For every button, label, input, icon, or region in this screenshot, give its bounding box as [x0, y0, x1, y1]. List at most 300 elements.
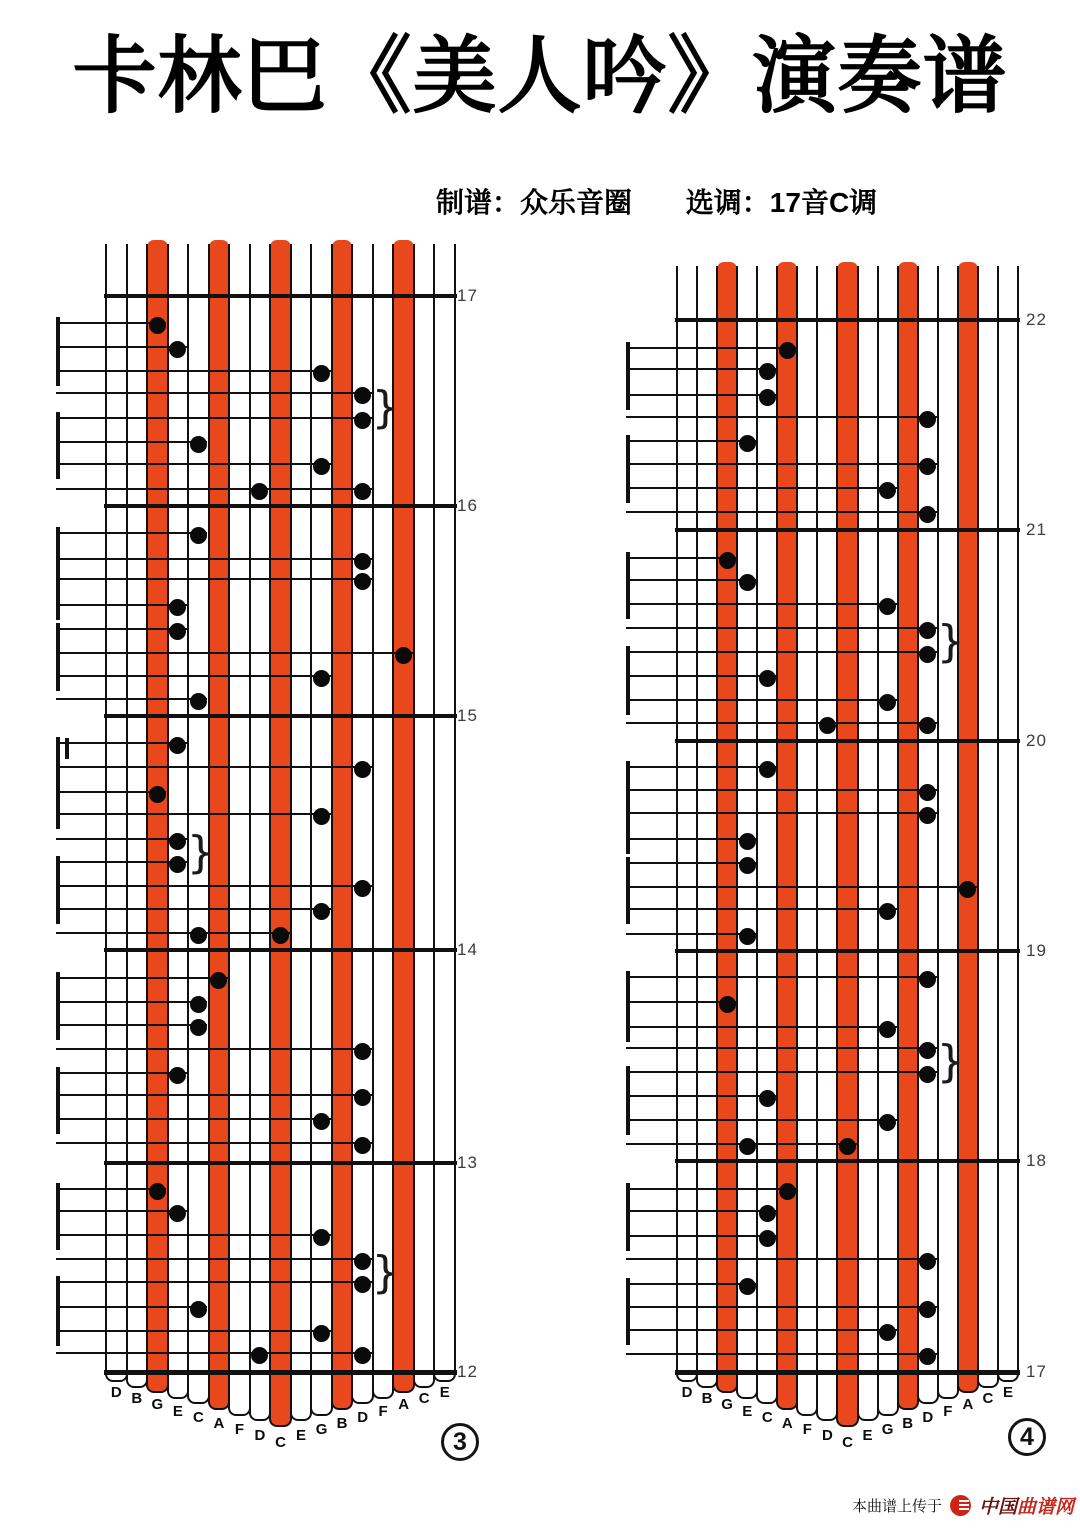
measure-number: 16	[457, 496, 478, 515]
note-label: A	[962, 1396, 974, 1413]
measure-line	[675, 1159, 1020, 1163]
tine-tip	[977, 1374, 999, 1388]
note-dot	[739, 833, 756, 850]
note-dot	[919, 458, 936, 475]
beat-line	[56, 1001, 207, 1003]
beat-line	[56, 392, 372, 394]
beat-line	[56, 1048, 372, 1050]
tine-bar-orange	[332, 240, 353, 1374]
note-dot	[839, 1138, 856, 1155]
tine-tip	[877, 1374, 899, 1416]
measure-number: 18	[1026, 1151, 1047, 1170]
beat-line	[56, 532, 207, 534]
note-dot	[354, 412, 371, 429]
measure-number: 21	[1026, 520, 1047, 539]
note-dot	[739, 1278, 756, 1295]
note-dot	[919, 1301, 936, 1318]
tine-tip	[857, 1374, 879, 1421]
beat-line	[56, 417, 372, 419]
slur-mark: }	[936, 1036, 965, 1087]
beat-line	[626, 976, 937, 978]
tine-tip	[917, 1374, 939, 1404]
note-label: A	[213, 1415, 225, 1432]
note-dot	[919, 506, 936, 523]
footer-brand	[979, 1492, 1074, 1519]
tine-tip	[187, 1374, 210, 1404]
note-dot	[354, 1347, 371, 1364]
tine-line	[816, 266, 818, 1374]
note-label: F	[234, 1421, 245, 1438]
beam-bracket	[56, 317, 60, 386]
subtitle-notator: 制谱：众乐音圈	[436, 187, 633, 218]
tine-line	[937, 266, 939, 1374]
note-dot	[169, 856, 186, 873]
tine-line	[228, 244, 230, 1374]
beam-bracket	[626, 552, 630, 619]
tine-tip	[351, 1374, 374, 1404]
beat-line	[56, 488, 372, 490]
tine-tip	[676, 1374, 698, 1382]
note-dot	[354, 761, 371, 778]
measure-number: 22	[1026, 310, 1047, 329]
note-dot	[354, 573, 371, 590]
note-label: B	[902, 1415, 914, 1432]
page-title: 卡林巴《美人吟》演奏谱	[72, 27, 1008, 125]
note-dot	[879, 482, 896, 499]
beam-bracket	[626, 646, 630, 715]
beat-line	[626, 1235, 776, 1237]
note-dot	[169, 833, 186, 850]
measure-line	[675, 739, 1020, 743]
tine-tip-orange	[957, 1374, 979, 1393]
beat-line	[626, 766, 776, 768]
beat-line	[56, 441, 207, 443]
note-dot	[879, 903, 896, 920]
note-dot	[190, 927, 207, 944]
note-label: E	[439, 1384, 450, 1401]
beam-bracket	[56, 1183, 60, 1250]
tine-line	[146, 244, 148, 1374]
measure-line	[104, 1161, 457, 1165]
note-dot	[190, 1019, 207, 1036]
beat-line	[56, 1142, 372, 1144]
note-dot	[879, 694, 896, 711]
note-dot	[739, 857, 756, 874]
beat-line	[626, 722, 937, 724]
tine-tip	[997, 1374, 1019, 1382]
beat-line	[56, 578, 372, 580]
note-dot	[313, 808, 330, 825]
tine-line	[167, 244, 169, 1374]
tine-tip	[756, 1374, 778, 1404]
note-dot	[354, 1043, 371, 1060]
tine-line	[413, 244, 415, 1374]
note-dot	[313, 903, 330, 920]
tine-line	[676, 266, 678, 1374]
note-dot	[354, 1137, 371, 1154]
note-label: A	[398, 1396, 410, 1413]
note-dot	[759, 1205, 776, 1222]
note-label: C	[192, 1409, 204, 1426]
beat-line	[626, 886, 977, 888]
double-bar	[65, 738, 69, 759]
note-dot	[719, 996, 736, 1013]
note-dot	[354, 1276, 371, 1293]
note-dot	[879, 1324, 896, 1341]
tine-tip	[696, 1374, 718, 1388]
tine-line	[269, 244, 271, 1374]
tine-line	[1017, 266, 1019, 1374]
beat-line	[626, 1258, 937, 1260]
note-label: C	[842, 1434, 853, 1451]
note-label: C	[761, 1409, 773, 1426]
tine-bar-orange	[209, 240, 230, 1374]
tine-line	[454, 244, 456, 1374]
note-label: G	[315, 1421, 328, 1438]
beat-line	[626, 368, 776, 370]
beat-line	[626, 627, 937, 629]
beam-bracket	[56, 737, 60, 829]
note-label: F	[943, 1403, 953, 1420]
beam-bracket	[626, 342, 630, 410]
note-label: C	[418, 1390, 430, 1407]
measure-line	[104, 504, 457, 508]
note-dot	[354, 387, 371, 404]
beat-line	[56, 1281, 372, 1283]
note-dot	[759, 670, 776, 687]
beat-line	[56, 932, 290, 934]
beam-bracket	[56, 527, 60, 620]
beat-line	[626, 675, 776, 677]
note-label: A	[781, 1415, 793, 1432]
beam-bracket	[56, 972, 60, 1040]
beat-line	[56, 698, 207, 700]
tine-line	[836, 266, 838, 1374]
note-dot	[354, 1253, 371, 1270]
note-label: B	[336, 1415, 348, 1432]
tine-line	[310, 244, 312, 1374]
footer	[852, 1492, 1074, 1519]
note-dot	[879, 1114, 896, 1131]
beat-line	[626, 1210, 776, 1212]
beam-bracket	[56, 412, 60, 479]
note-label: D	[681, 1384, 693, 1401]
tine-tip	[413, 1374, 436, 1388]
tine-tip	[126, 1374, 149, 1388]
tine-line	[290, 244, 292, 1374]
measure-line	[104, 294, 457, 298]
tine-line	[877, 266, 879, 1374]
brand-text-dark: 中国	[978, 1497, 1017, 1518]
note-dot	[190, 1301, 207, 1318]
note-dot	[190, 996, 207, 1013]
note-dot	[919, 646, 936, 663]
note-dot	[313, 1325, 330, 1342]
beat-line	[626, 1095, 776, 1097]
tine-tip-orange	[776, 1374, 798, 1410]
beam-bracket	[56, 623, 60, 691]
tine-line	[105, 244, 107, 1374]
tine-tip	[433, 1374, 456, 1382]
beat-line	[56, 1094, 372, 1096]
beam-bracket	[626, 761, 630, 854]
tine-bar-orange	[837, 262, 857, 1374]
note-dot	[354, 553, 371, 570]
note-dot	[313, 458, 330, 475]
measure-number: 20	[1026, 731, 1047, 750]
beat-line	[56, 1258, 372, 1260]
tine-line	[433, 244, 435, 1374]
note-dot	[313, 365, 330, 382]
note-dot	[190, 693, 207, 710]
note-dot	[169, 1067, 186, 1084]
tine-line	[796, 266, 798, 1374]
beat-line	[56, 558, 372, 560]
measure-number: 17	[1026, 1362, 1047, 1381]
measure-number: 15	[457, 706, 478, 725]
beat-line	[626, 463, 937, 465]
tine-line	[208, 244, 210, 1374]
measure-number: 19	[1026, 941, 1047, 960]
note-dot	[879, 1021, 896, 1038]
note-label: D	[922, 1409, 934, 1426]
beat-line	[626, 1047, 937, 1049]
tine-line	[716, 266, 718, 1374]
note-dot	[190, 527, 207, 544]
note-label: D	[357, 1409, 369, 1426]
tine-bar-orange	[777, 262, 797, 1374]
beam-bracket	[626, 971, 630, 1042]
tine-line	[331, 244, 333, 1374]
beam-bracket	[626, 435, 630, 503]
note-label: F	[378, 1403, 388, 1420]
note-dot	[759, 363, 776, 380]
note-label: G	[151, 1396, 164, 1413]
tine-line	[126, 244, 128, 1374]
tine-tip	[736, 1374, 758, 1399]
note-label: D	[822, 1427, 833, 1444]
tine-bar-orange	[717, 262, 737, 1374]
beat-line	[626, 812, 937, 814]
beam-bracket	[56, 856, 60, 924]
slur-mark: }	[371, 381, 400, 433]
note-label: D	[254, 1427, 266, 1444]
tine-tip	[310, 1374, 333, 1416]
tine-line	[776, 266, 778, 1374]
note-dot	[919, 717, 936, 734]
beat-line	[626, 1306, 937, 1308]
measure-line	[675, 949, 1020, 953]
note-dot	[739, 574, 756, 591]
tine-line	[351, 244, 353, 1374]
note-dot	[879, 598, 896, 615]
beat-line	[626, 394, 776, 396]
tine-tip-orange	[331, 1374, 354, 1410]
tine-tip	[105, 1374, 128, 1382]
note-label: F	[802, 1421, 812, 1438]
note-dot	[354, 880, 371, 897]
beam-bracket	[626, 1278, 630, 1345]
note-label: C	[982, 1390, 994, 1407]
note-dot	[759, 389, 776, 406]
note-dot	[759, 1090, 776, 1107]
note-dot	[919, 971, 936, 988]
beam-bracket	[56, 1067, 60, 1134]
note-label: E	[172, 1403, 183, 1420]
tine-tip-orange	[836, 1374, 858, 1427]
beam-bracket	[626, 857, 630, 924]
slur-mark: }	[186, 826, 215, 878]
note-dot	[169, 341, 186, 358]
tine-tip	[290, 1374, 313, 1421]
measure-line	[675, 318, 1020, 322]
note-label: C	[275, 1434, 286, 1451]
page-number-circle: 4	[1008, 1418, 1046, 1456]
note-dot	[272, 927, 289, 944]
tine-line	[249, 244, 251, 1374]
measure-number: 14	[457, 940, 478, 959]
note-label: E	[862, 1427, 873, 1444]
note-dot	[919, 1042, 936, 1059]
note-label: G	[881, 1421, 894, 1438]
beat-line	[56, 1024, 207, 1026]
note-label: D	[110, 1384, 122, 1401]
note-dot	[313, 1113, 330, 1130]
tine-line	[977, 266, 979, 1374]
note-label: E	[296, 1427, 307, 1444]
tine-tip-orange	[392, 1374, 415, 1393]
beam-bracket	[626, 1183, 630, 1251]
tine-line	[857, 266, 859, 1374]
tine-line	[736, 266, 738, 1374]
footer-upload-text: 本曲谱上传于	[851, 1498, 942, 1515]
tine-line	[756, 266, 758, 1374]
beat-line	[626, 347, 796, 349]
subtitle-key: 选调：17音C调	[685, 187, 878, 218]
note-dot	[169, 1205, 186, 1222]
measure-line	[104, 1370, 457, 1375]
note-dot	[719, 552, 736, 569]
note-dot	[313, 670, 330, 687]
tine-tip	[816, 1374, 838, 1421]
note-dot	[819, 717, 836, 734]
note-dot	[779, 342, 796, 359]
note-dot	[759, 761, 776, 778]
note-label: B	[131, 1390, 143, 1407]
note-dot	[169, 737, 186, 754]
tine-line	[187, 244, 189, 1374]
note-label: E	[1002, 1384, 1013, 1401]
beat-line	[626, 416, 937, 418]
qupu-logo-icon	[950, 1495, 971, 1516]
tine-bar-orange	[147, 240, 168, 1374]
note-dot	[190, 436, 207, 453]
measure-line	[675, 1370, 1020, 1375]
beat-line	[626, 651, 937, 653]
tine-tip-orange	[269, 1374, 292, 1427]
note-dot	[919, 411, 936, 428]
beam-bracket	[626, 1066, 630, 1135]
tine-tip-orange	[897, 1374, 919, 1410]
beam-bracket	[56, 1276, 60, 1346]
beat-line	[626, 511, 937, 513]
tine-line	[897, 266, 899, 1374]
beat-line	[56, 885, 372, 887]
note-dot	[149, 786, 166, 803]
note-label: E	[742, 1403, 753, 1420]
tine-tip	[937, 1374, 959, 1399]
page-number-circle: 3	[441, 1423, 479, 1461]
beat-line	[626, 1353, 937, 1355]
tine-line	[917, 266, 919, 1374]
beat-line	[56, 977, 228, 979]
note-dot	[251, 1347, 268, 1364]
beat-line	[56, 766, 372, 768]
note-dot	[919, 807, 936, 824]
note-dot	[919, 784, 936, 801]
note-dot	[919, 1253, 936, 1270]
tine-bar-orange	[270, 240, 291, 1374]
tine-bar-orange	[958, 262, 978, 1374]
beat-line	[626, 789, 937, 791]
slur-mark: }	[936, 616, 965, 667]
note-dot	[251, 483, 268, 500]
note-dot	[759, 1230, 776, 1247]
measure-number: 12	[457, 1362, 478, 1381]
note-dot	[739, 928, 756, 945]
measure-number: 17	[457, 286, 478, 305]
beat-line	[56, 1352, 372, 1354]
note-dot	[919, 1348, 936, 1365]
note-dot	[354, 1089, 371, 1106]
note-label: B	[701, 1390, 713, 1407]
note-dot	[149, 317, 166, 334]
beat-line	[56, 652, 413, 654]
beat-line	[56, 1306, 207, 1308]
note-dot	[354, 483, 371, 500]
note-dot	[919, 1066, 936, 1083]
tine-tip	[249, 1374, 272, 1421]
note-dot	[169, 599, 186, 616]
note-dot	[779, 1183, 796, 1200]
tine-bar-orange	[898, 262, 918, 1374]
tine-tip	[372, 1374, 395, 1399]
tine-tip	[167, 1374, 190, 1399]
slur-mark: }	[371, 1246, 400, 1298]
note-dot	[919, 622, 936, 639]
note-dot	[169, 623, 186, 640]
measure-number: 13	[457, 1153, 478, 1172]
note-dot	[739, 1138, 756, 1155]
note-dot	[739, 435, 756, 452]
tine-tip-orange	[146, 1374, 169, 1393]
beat-line	[626, 1071, 937, 1073]
tine-tip	[228, 1374, 251, 1416]
measure-line	[104, 948, 457, 952]
measure-line	[104, 714, 457, 718]
tine-line	[696, 266, 698, 1374]
measure-line	[675, 528, 1020, 532]
note-dot	[149, 1183, 166, 1200]
note-dot	[313, 1229, 330, 1246]
tine-line	[997, 266, 999, 1374]
beat-line	[626, 1188, 796, 1190]
tine-tip	[796, 1374, 818, 1416]
tine-tip-orange	[208, 1374, 231, 1410]
brand-text-red: 曲谱网	[1016, 1497, 1074, 1518]
tine-tip-orange	[716, 1374, 738, 1393]
note-label: G	[721, 1396, 733, 1413]
